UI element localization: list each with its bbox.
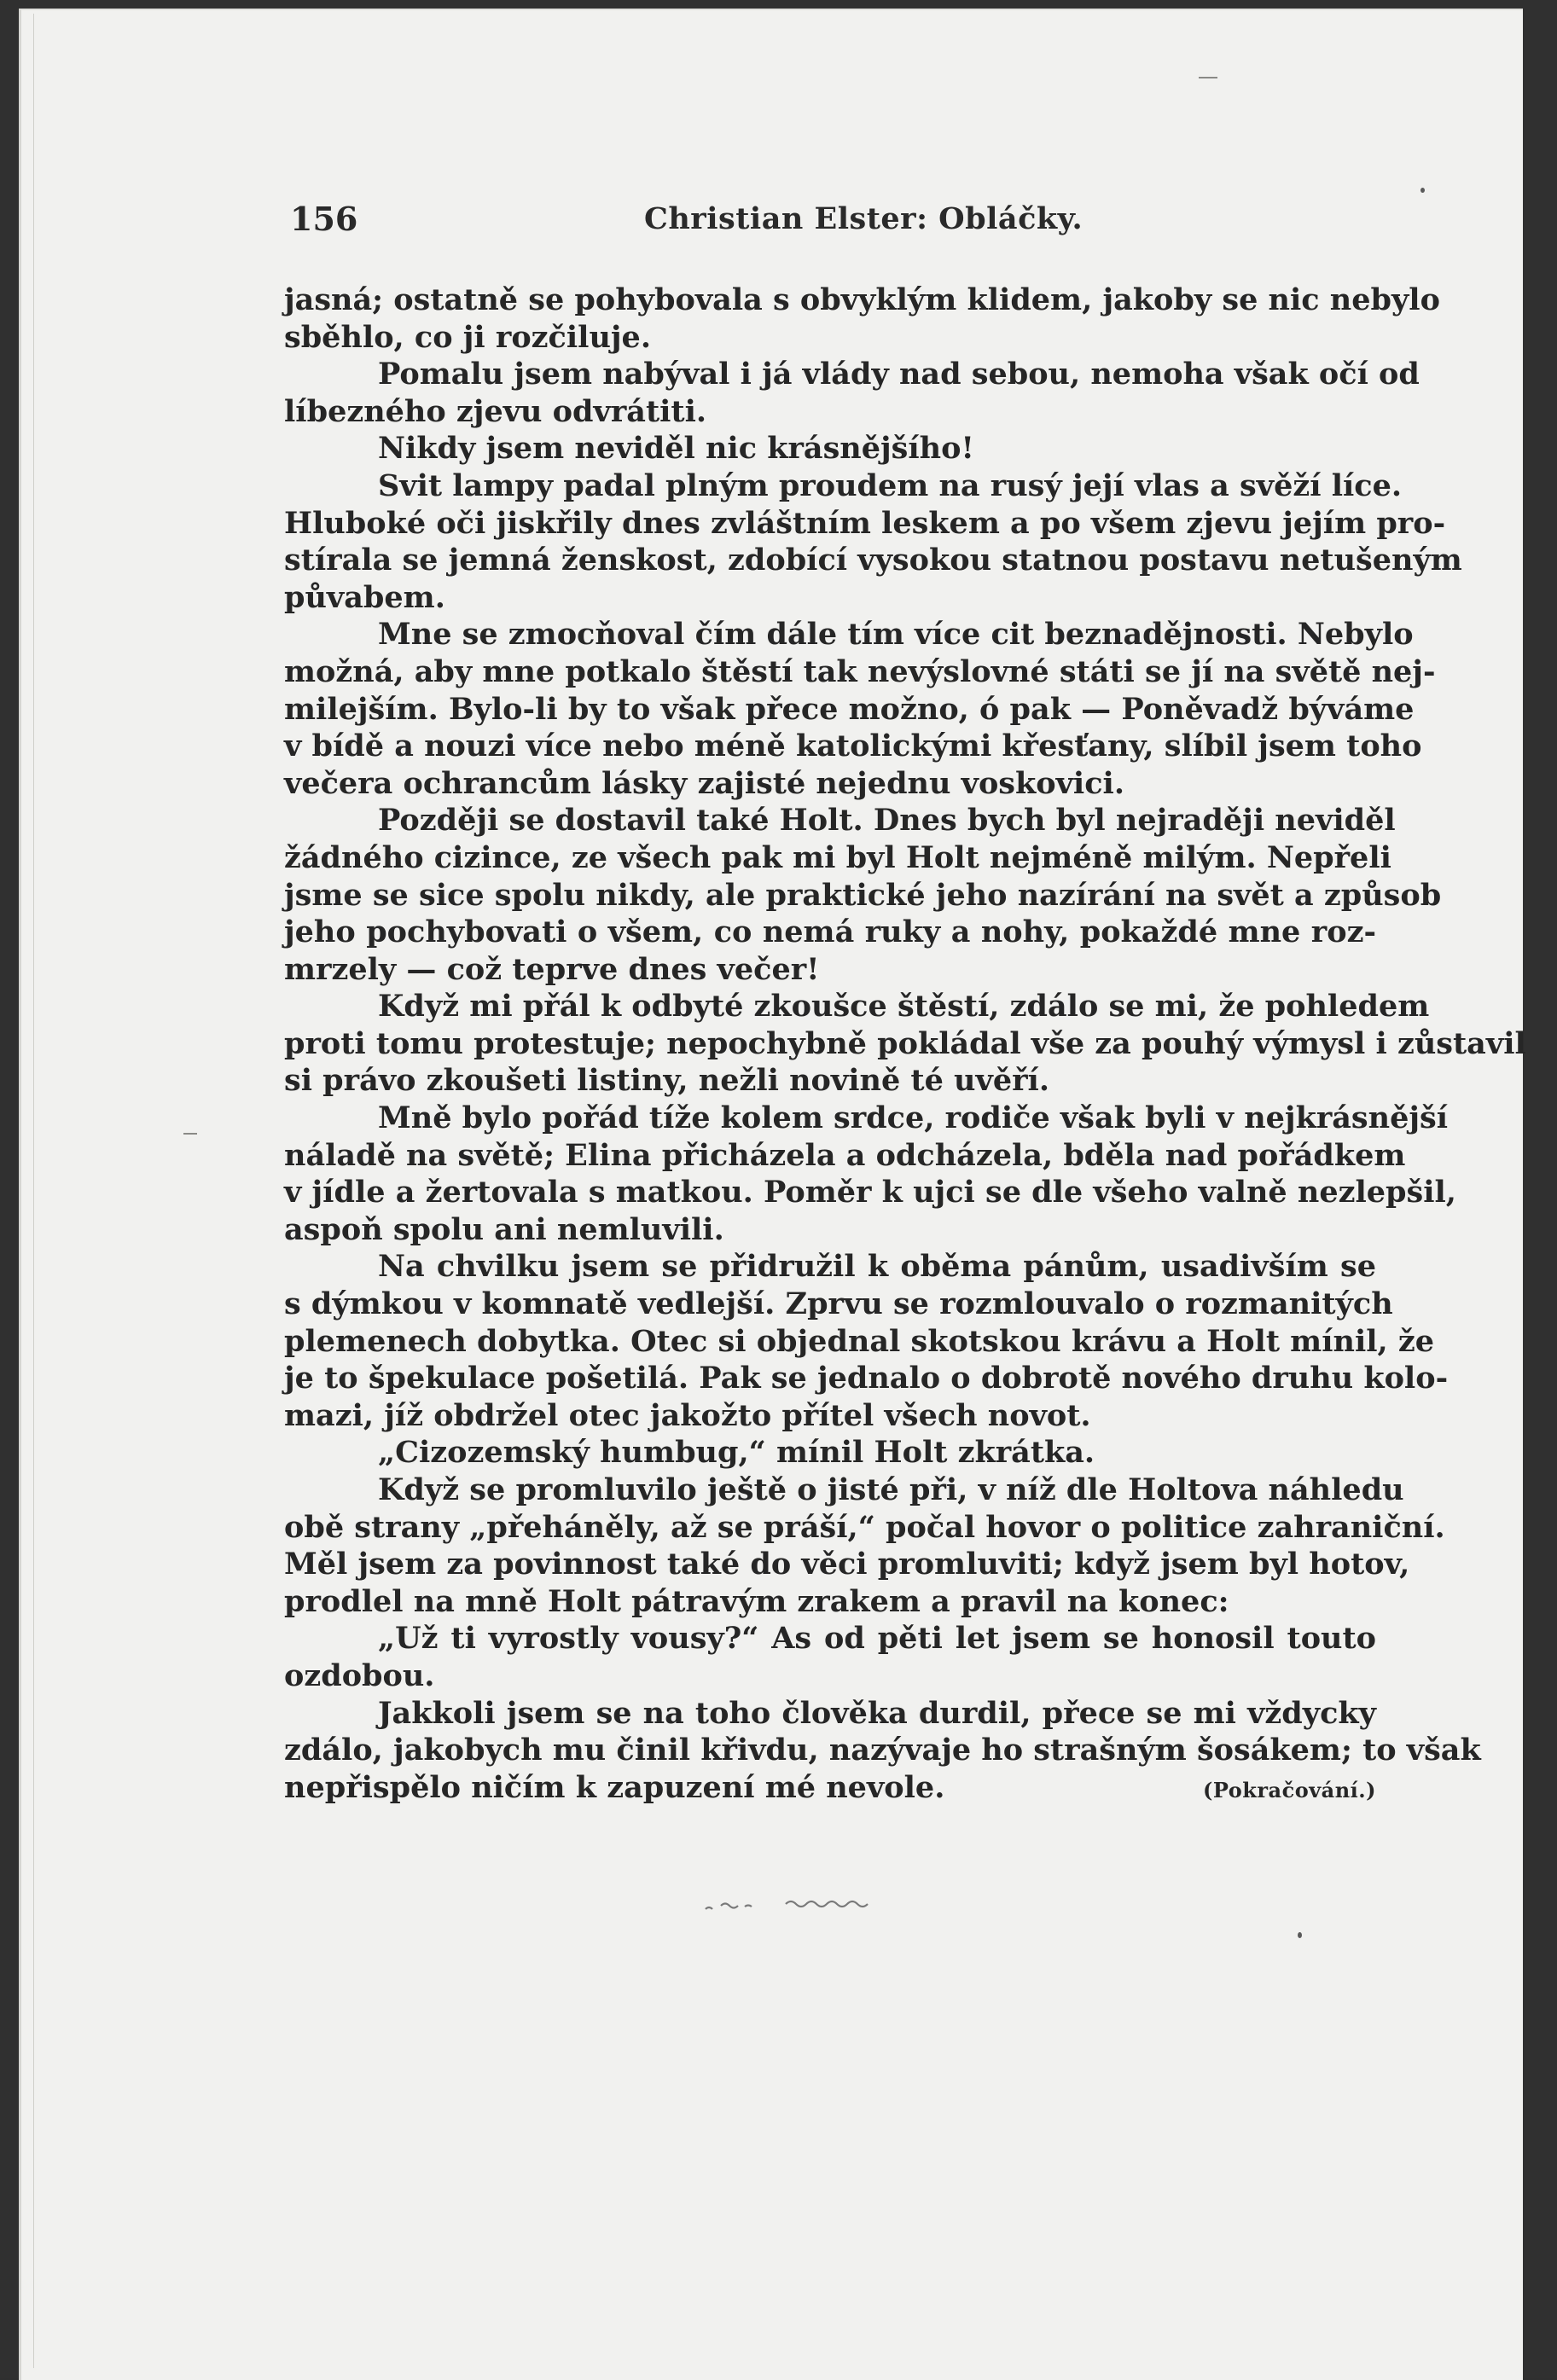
text-line: Když se promluvilo ještě o jisté při, v níž dle Holtova náhledu: [378, 1472, 1404, 1507]
text-line: prodlel na mně Holt pátravým zrakem a pravil na konec:: [284, 1583, 1229, 1619]
text-line: Hluboké oči jiskřily dnes zvláštním leskem a po všem zjevu jejím pro-: [284, 505, 1446, 541]
text-line: ozdobou.: [284, 1657, 435, 1693]
text-line: líbezného zjevu odvrátiti.: [284, 393, 707, 429]
wavy-ornament-icon: [704, 1894, 960, 1919]
text-line: „Cizozemský humbug,“ mínil Holt zkrátka.: [378, 1435, 1095, 1471]
text-line: obě strany „přeháněly, až se práší,“ počal hovor o politice zahraniční.: [284, 1509, 1445, 1545]
text-line: jasná; ostatně se pohybovala s obvyklým klidem, jakoby se nic nebylo: [284, 282, 1440, 317]
page-number: 156: [290, 200, 358, 238]
scan-speck: [1420, 188, 1425, 193]
text-line: Svit lampy padal plným proudem na rusý její vlas a svěží líce.: [378, 467, 1403, 503]
text-line: milejším. Bylo-li by to však přece možno, ó pak — Poněvadž býváme: [284, 691, 1415, 727]
text-line: v jídle a žertovala s matkou. Poměr k ujci se dle všeho valně nezlepšil,: [284, 1175, 1456, 1210]
text-line: sběhlo, co ji rozčiluje.: [284, 319, 652, 355]
text-line: „Už ti vyrostly vousy?“ As od pěti let jsem se honosil touto: [378, 1621, 1376, 1657]
text-line: nepřispělo ničím k zapuzení mé nevole.: [284, 1769, 945, 1805]
text-line: zdálo, jakobych mu činil křivdu, nazývaje ho strašným šosákem; to však: [284, 1733, 1481, 1768]
text-line: v bídě a nouzi více nebo méně katolickými křesťany, slíbil jsem toho: [284, 729, 1422, 764]
text-line: si právo zkoušeti listiny, nežli novině té uvěří.: [284, 1063, 1050, 1099]
scan-mark: [1199, 77, 1217, 78]
text-line: Později se dostavil také Holt. Dnes bych byl nejraději neviděl: [378, 803, 1396, 839]
text-line: náladě na světě; Elina přicházela a odcházela, bděla nad pořádkem: [284, 1137, 1406, 1173]
text-line: večera ochrancům lásky zajisté nejednu voskovici.: [284, 765, 1125, 801]
text-line: Nikdy jsem neviděl nic krásnějšího!: [378, 431, 974, 467]
text-line: proti tomu protestuje; nepochybně pokládal vše za pouhý výmysl i zůstavil: [284, 1025, 1526, 1061]
text-line: mazi, jíž obdržel otec jakožto přítel všech novot.: [284, 1397, 1091, 1433]
text-line: Mne se zmocňoval čím dále tím více cit beznadějnosti. Nebylo: [378, 617, 1414, 653]
text-line: Když mi přál k odbyté zkoušce štěstí, zdálo se mi, že pohledem: [378, 989, 1430, 1025]
scan-mark: [183, 1133, 197, 1135]
body-text: [284, 282, 1526, 1806]
text-line: plemenech dobytka. Otec si objednal skotskou krávu a Holt mínil, že: [284, 1323, 1435, 1359]
text-line: jeho pochybovati o všem, co nemá ruky a nohy, pokaždé mne roz-: [284, 914, 1376, 950]
text-line: jsme se sice spolu nikdy, ale praktické jeho nazírání na svět a způsob: [284, 877, 1442, 913]
text-line: žádného cizince, ze všech pak mi byl Holt nejméně milým. Nepřeli: [284, 839, 1391, 875]
text-line: Jakkoli jsem se na toho člověka durdil, přece se mi vždycky: [378, 1695, 1376, 1731]
text-line: možná, aby mne potkalo štěstí tak nevýslovné státi se jí na světě nej-: [284, 653, 1436, 689]
text-line: Mně bylo pořád tíže kolem srdce, rodiče však byli v nejkrásnější: [378, 1100, 1449, 1136]
text-line: aspoň spolu ani nemluvili.: [284, 1211, 724, 1247]
running-title: Christian Elster: Obláčky.: [644, 201, 1084, 236]
text-line: stírala se jemná ženskost, zdobící vysokou statnou postavu netušeným: [284, 543, 1462, 578]
text-line: Na chvilku jsem se přidružil k oběma pánům, usadivším se: [378, 1249, 1376, 1285]
text-line: půvabem.: [284, 579, 445, 615]
final-line: [284, 1769, 1376, 1807]
text-line: mrzely — což teprve dnes večer!: [284, 951, 820, 987]
text-line: Měl jsem za povinnost také do věci promluviti; když jsem byl hotov,: [284, 1547, 1410, 1582]
text-line: Pomalu jsem nabýval i já vlády nad sebou, nemoha však očí od: [378, 357, 1420, 392]
book-page: [19, 9, 1526, 2380]
text-line: s dýmkou v komnatě vedlejší. Zprvu se rozmlouvalo o rozmanitých: [284, 1286, 1393, 1322]
scan-speck: [1298, 1932, 1302, 1938]
text-line: je to špekulace pošetilá. Pak se jednalo o dobrotě nového druhu kolo-: [284, 1361, 1449, 1396]
continued-note: (Pokračování.): [1203, 1777, 1376, 1802]
running-head: [269, 200, 1386, 247]
